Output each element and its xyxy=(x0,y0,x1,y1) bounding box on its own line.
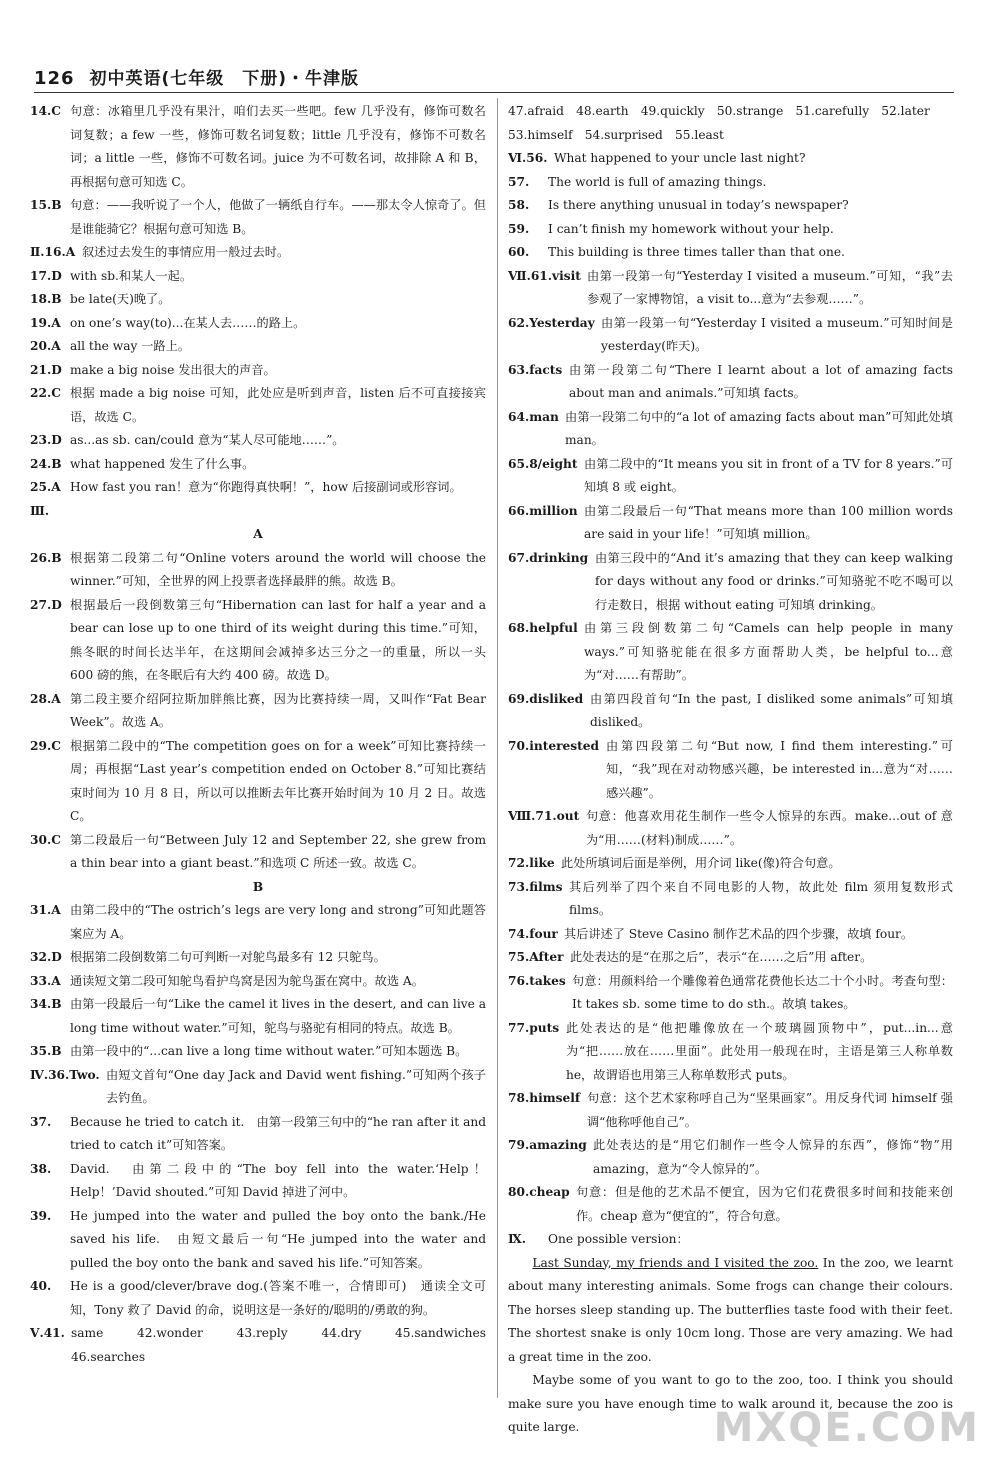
answer-number: 18.B xyxy=(30,292,62,306)
answer-number: 58. xyxy=(508,198,530,212)
answer-explanation: The world is full of amazing things. xyxy=(548,174,767,189)
answer-explanation: 由第一段最后一句“Like the camel it lives in the desert, and can live a long time without water.”可知，鸵鸟与骆驼有相同的特点。故选 B。 xyxy=(70,997,486,1035)
answer-number: 26.B xyxy=(30,550,62,565)
answer-number: 33.A xyxy=(30,973,61,988)
answer-explanation: 根据第二段中的“The competition goes on for a week”可知比赛持续一周；再根据“Last year’s competition ended on October 8.”可知比赛结束时间为 10 月 8 日，所以可以推断去年比赛开始时间为 10 月 2 日。故选 C。 xyxy=(70,738,486,823)
answer-number: 73.films xyxy=(508,879,563,894)
answer-number: 14.C xyxy=(30,104,61,118)
answer-item xyxy=(508,265,953,312)
answer-item xyxy=(508,406,953,453)
answer-item xyxy=(30,241,486,265)
answer-number: 80.cheap xyxy=(508,1185,570,1199)
essay-paragraph xyxy=(508,1252,953,1370)
answer-item xyxy=(508,312,953,359)
answer-item xyxy=(508,852,953,876)
answer-explanation: 第二段主要介绍阿拉斯加胖熊比赛，因为比赛持续一周，又叫作“Fat Bear Week”。故选 A。 xyxy=(70,691,486,729)
answer-explanation: 句意：——我听说了一个人，他做了一辆纸自行车。——那太令人惊奇了。但是谁能骑它？根据句意可知选 B。 xyxy=(70,198,486,236)
answer-item xyxy=(30,547,486,594)
answer-explanation: 由第三段倒数第二句“Camels can help people in many ways.”可知骆驼能在很多方面帮助人类，be helpful to...意为“对……有帮助”。 xyxy=(584,621,953,682)
answer-explanation: 根据第二段倒数第二句可判断一对鸵鸟最多有 12 只鸵鸟。 xyxy=(70,950,386,964)
answer-item xyxy=(508,218,953,242)
answer-explanation: 句意：但是他的艺术品不便宜，因为它们花费很多时间和技能来创作。cheap 意为“便宜的”，符合句意。 xyxy=(576,1185,953,1223)
answer-number: 77.puts xyxy=(508,1020,560,1035)
answer-item xyxy=(508,147,953,171)
answer-number: 76.takes xyxy=(508,973,566,988)
answer-number: 15.B xyxy=(30,198,62,212)
answer-number: 32.D xyxy=(30,950,62,964)
answer-explanation: Because he tried to catch it. 由第一段第三句中的“he ran after it and tried to catch it”可知答案。 xyxy=(70,1114,486,1152)
answer-explanation: 此处表达的是“用它们制作一些令人惊异的东西”，修饰“物”用 amazing，意为“令人惊异的”。 xyxy=(593,1138,953,1176)
answer-explanation: He jumped into the water and pulled the boy onto the bank./He saved his life. 由短文最后一句“He jumped into the water and pulled the boy onto the bank and saved his life.”可知答案。 xyxy=(70,1208,486,1270)
answer-number: 35.B xyxy=(30,1044,62,1058)
section-number: Ⅲ. xyxy=(30,503,50,518)
answer-number: 70.interested xyxy=(508,738,600,753)
answer-explanation: 由第二段中的“The ostrich’s legs are very long and strong”可知此题答案应为 A。 xyxy=(70,903,486,941)
page-title: 初中英语(七年级 下册)・牛津版 xyxy=(89,69,360,89)
answer-explanation: 此处表达的是“他把雕像放在一个玻璃圆顶物中”，put...in...意为“把……放在……里面”。此处用一般现在时，主语是第三人称单数 he，故谓语也用第三人称单数形式 puts。 xyxy=(566,1020,953,1082)
answer-explanation: on one’s way(to)...在某人去……的路上。 xyxy=(70,315,306,330)
answer-number: Ⅳ.36.Two. xyxy=(30,1067,100,1082)
answer-explanation: 句意：他喜欢用花生制作一些令人惊异的东西。make...out of 意为“用……(材料)制成……”。 xyxy=(586,809,953,847)
answer-number: 67.drinking xyxy=(508,550,589,565)
answer-explanation: 由第四段第二句“But now, I find them interesting.”可知，“我”现在对动物感兴趣，be interested in...意为“对……感兴趣”。 xyxy=(606,738,953,800)
answer-number: Ⅴ.41. xyxy=(30,1326,65,1340)
answer-item xyxy=(30,476,486,500)
answer-number: 24.B xyxy=(30,456,62,471)
answer-number: 38. xyxy=(30,1161,52,1176)
answer-number: 74.four xyxy=(508,926,558,941)
answer-number: 40. xyxy=(30,1279,52,1293)
answer-item xyxy=(508,923,953,947)
answer-item xyxy=(508,359,953,406)
answer-explanation: 第二段最后一句“Between July 12 and September 22, she grew from a thin bear into a giant beast.”和选项 C 所述一致。故选 C。 xyxy=(70,832,486,870)
answer-explanation: 句意：冰箱里几乎没有果汁，咱们去买一些吧。few 几乎没有，修饰可数名词复数；a few 一些，修饰可数名词复数；little 几乎没有，修饰不可数名词；a little 一些，修饰不可数名词。juice 为不可数名词，故排除 A 和 B，再根据句意可知选 C。 xyxy=(70,104,486,189)
answer-explanation: 根据最后一段倒数第三句“Hibernation can last for half a year and a bear can lose up to one third of its weight during this time.”可知，熊冬眠的时间长达半年，在这期间会减掉多达三分之一的重量，所以一头 600 磅的熊，在冬眠后有大约 400 磅。故选 D。 xyxy=(70,597,486,682)
answer-explanation: 由第一段第一句“Yesterday I visited a museum.”可知时间是 yesterday(昨天)。 xyxy=(601,315,953,353)
answer-explanation: what happened 发生了什么事。 xyxy=(70,456,255,471)
answer-number: 69.disliked xyxy=(508,691,584,706)
answer-number: 37. xyxy=(30,1114,52,1129)
answer-item xyxy=(508,500,953,547)
answer-number: 25.A xyxy=(30,480,61,494)
answer-number: 63.facts xyxy=(508,362,563,377)
answer-explanation: 由第一段第一句“Yesterday I visited a museum.”可知，“我”去参观了一家博物馆，a visit to...意为“去参观……”。 xyxy=(587,268,953,306)
header-rule xyxy=(34,92,954,93)
answer-explanation: 根据第二段第二句“Online voters around the world will choose the winner.”可知，全世界的网上投票者选择最胖的熊。故选 B。 xyxy=(70,550,486,588)
answer-item xyxy=(30,1322,499,1369)
answer-number: 65.8/eight xyxy=(508,456,578,471)
answer-number: 20.A xyxy=(30,339,61,353)
answer-number: 22.C xyxy=(30,386,61,400)
answer-item xyxy=(30,265,486,289)
answer-item xyxy=(508,735,953,806)
answer-explanation: 此处所填词后面是举例，用介词 like(像)符合句意。 xyxy=(561,856,841,870)
answer-item xyxy=(30,946,486,970)
answer-explanation: 由第二段最后一句“That means more than 100 million words are said in your life！”可知填 million。 xyxy=(584,503,953,541)
page-number: 126 xyxy=(34,68,75,89)
answer-item xyxy=(508,547,953,618)
answer-explanation: He is a good/clever/brave dog.(答案不唯一，合情即可) 通读全文可知，Tony 救了 David 的命，说明这是一条好的/聪明的/勇敢的狗。 xyxy=(70,1279,486,1317)
answer-explanation: How fast you ran！意为“你跑得真快啊！”，how 后接副词或形容词。 xyxy=(70,480,462,494)
right-column xyxy=(508,100,953,1440)
answer-item xyxy=(30,1158,486,1205)
answer-number: 28.A xyxy=(30,691,61,706)
answer-explanation: 句意：这个艺术家称呼自己为“坚果画家”。用反身代词 himself 强调“他称呼他自己”。 xyxy=(587,1091,953,1129)
answer-number: 30.C xyxy=(30,832,61,847)
answer-explanation: 此处表达的是“在那之后”，表示“在……之后”用 after。 xyxy=(570,950,873,964)
answer-number: Ⅶ.61.visit xyxy=(508,268,581,283)
answer-explanation: be late(天)晚了。 xyxy=(70,292,171,306)
answer-item xyxy=(30,594,486,688)
essay-text: In the zoo, we learnt about many interesting animals. Some frogs can change their colours. The horses sleep standing up. The butterflies taste food with their feet. The shortest snake is only 10cm long. Those are very amazing. We had a great time in the zoo. xyxy=(508,1255,953,1364)
answer-explanation: same 42.wonder 43.reply 44.dry 45.sandwiches 46.searches xyxy=(71,1326,499,1364)
answer-explanation: This building is three times taller than that one. xyxy=(548,245,845,259)
answer-number: Ⅱ.16.A xyxy=(30,245,76,259)
answer-item xyxy=(30,429,486,453)
answer-item xyxy=(30,1040,486,1064)
section-heading: B xyxy=(252,879,264,894)
answer-number: 39. xyxy=(30,1208,52,1223)
answer-item xyxy=(30,194,486,241)
answer-explanation: 由第四段首句“In the past, I disliked some animals”可知填 disliked。 xyxy=(590,691,953,729)
answer-explanation: 由第一段第二句“There I learnt about a lot of amazing facts about man and animals.”可知填 facts。 xyxy=(569,362,953,400)
section-label xyxy=(30,500,486,524)
answer-number: 34.B xyxy=(30,997,62,1011)
column-divider xyxy=(497,98,498,1398)
answer-item xyxy=(508,688,953,735)
watermark: MXQE.COM xyxy=(713,1405,980,1451)
page-header xyxy=(34,64,359,89)
answer-explanation: 通读短文第二段可知鸵鸟看护鸟窝是因为鸵鸟蛋在窝中。故选 A。 xyxy=(70,973,424,988)
answer-item xyxy=(30,1111,486,1158)
answer-item xyxy=(30,1275,486,1322)
answer-number: 21.D xyxy=(30,362,62,377)
answer-number: 29.C xyxy=(30,738,61,753)
answer-number: 62.Yesterday xyxy=(508,315,595,330)
answer-item xyxy=(30,382,486,429)
answer-explanation: I can’t finish my homework without your help. xyxy=(548,221,834,236)
answer-explanation: What happened to your uncle last night? xyxy=(554,151,806,165)
answer-item xyxy=(508,805,953,852)
answer-item xyxy=(30,359,486,383)
answer-number: 72.like xyxy=(508,856,555,870)
answer-explanation: 由第一段中的“...can live a long time without water.”可知本题选 B。 xyxy=(70,1044,468,1058)
answer-number: 31.A xyxy=(30,903,61,917)
answer-number: 19.A xyxy=(30,315,61,330)
answer-explanation: 由第三段中的“And it’s amazing that they can keep walking for days without any food or drinks.”可知骆驼不吃不喝可以行走数日，根据 without eating 可知填 drinking。 xyxy=(595,550,953,612)
answer-item xyxy=(508,970,953,1017)
section-heading: A xyxy=(253,527,263,541)
answer-item xyxy=(508,1017,953,1088)
answer-item xyxy=(30,899,486,946)
answer-explanation: Is there anything unusual in today’s newspaper? xyxy=(548,198,849,212)
answer-number: 75.After xyxy=(508,950,564,964)
answer-explanation: 其后列举了四个来自不同电影的人物，故此处 film 须用复数形式 films。 xyxy=(569,879,953,917)
answer-explanation: 根据 made a big noise 可知，此处应是听到声音，listen 后不可直接接宾语，故选 C。 xyxy=(70,386,486,424)
answer-number: 27.D xyxy=(30,597,62,612)
answer-explanation: make a big noise 发出很大的声音。 xyxy=(70,362,276,377)
answer-number: 78.himself xyxy=(508,1091,581,1105)
answer-item xyxy=(508,1134,953,1181)
answer-explanation: 句意：用颜料给一个雕像着色通常花费他长达二十个小时。考查句型：It takes sb. some time to do sth.。故填 takes。 xyxy=(572,973,953,1011)
answer-item xyxy=(508,876,953,923)
answer-explanation: all the way 一路上。 xyxy=(70,339,190,353)
answer-item xyxy=(508,617,953,688)
answer-number: 23.D xyxy=(30,433,62,447)
answer-item xyxy=(508,171,953,195)
answer-item xyxy=(30,970,486,994)
answer-item xyxy=(30,453,486,477)
answer-item xyxy=(30,829,486,876)
answer-item xyxy=(30,100,486,194)
answer-item xyxy=(508,1087,953,1134)
answer-item xyxy=(30,312,486,336)
answer-line: 53.himself 54.surprised 55.least xyxy=(508,127,724,142)
answer-number: 79.amazing xyxy=(508,1138,587,1152)
answer-item xyxy=(508,453,953,500)
answer-number: 66.million xyxy=(508,503,578,518)
answer-number: Ⅵ.56. xyxy=(508,151,548,165)
answer-number: Ⅸ. xyxy=(508,1232,526,1246)
answer-explanation: 由短文首句“One day Jack and David went fishing.”可知两个孩子去钓鱼。 xyxy=(106,1067,486,1105)
answer-number: 59. xyxy=(508,221,530,236)
answer-number: Ⅷ.71.out xyxy=(508,809,580,823)
answer-explanation: 由第一段第二句中的“a lot of amazing facts about man”可知此处填 man。 xyxy=(565,409,953,447)
left-column xyxy=(30,100,499,1369)
answer-line: 47.afraid 48.earth 49.quickly 50.strange 51.carefully 52.later xyxy=(508,104,930,118)
answer-number: 68.helpful xyxy=(508,621,578,635)
answer-item xyxy=(508,946,953,970)
answer-item xyxy=(508,241,953,265)
answer-explanation: 叙述过去发生的事情应用一般过去时。 xyxy=(82,245,290,259)
answer-explanation: as...as sb. can/could 意为“某人尽可能地……”。 xyxy=(70,433,345,447)
answer-item xyxy=(30,735,486,829)
essay-underlined-sentence: Last Sunday, my friends and I visited the zoo. xyxy=(532,1255,819,1270)
answer-item xyxy=(508,1181,953,1228)
answer-item xyxy=(30,288,486,312)
answer-item xyxy=(508,1228,953,1252)
answer-explanation: David. 由第二段中的“The boy fell into the water.‘Help！Help！’David shouted.”可知 David 掉进了河中。 xyxy=(70,1161,486,1199)
answer-number: 64.man xyxy=(508,409,559,424)
answer-item xyxy=(508,194,953,218)
answer-explanation: 其后讲述了 Steve Casino 制作艺术品的四个步骤，故填 four。 xyxy=(564,926,914,941)
answer-item xyxy=(30,1205,486,1276)
answer-explanation: One possible version： xyxy=(548,1232,689,1246)
answer-item xyxy=(30,1064,486,1111)
answer-item xyxy=(30,993,486,1040)
answer-number: 17.D xyxy=(30,268,62,283)
answer-item xyxy=(30,335,486,359)
answer-explanation: 由第二段中的“It means you sit in front of a TV for 8 years.”可知填 8 或 eight。 xyxy=(584,456,953,494)
essay-paragraph: Maybe some of you want to go to the zoo, too. I think you should make sure you have enough time to walk around it, because the zoo is quite large. xyxy=(508,1373,953,1434)
answer-item xyxy=(30,688,486,735)
answer-number: 60. xyxy=(508,245,530,259)
answer-number: 57. xyxy=(508,174,530,189)
answer-explanation: with sb.和某人一起。 xyxy=(70,268,193,283)
